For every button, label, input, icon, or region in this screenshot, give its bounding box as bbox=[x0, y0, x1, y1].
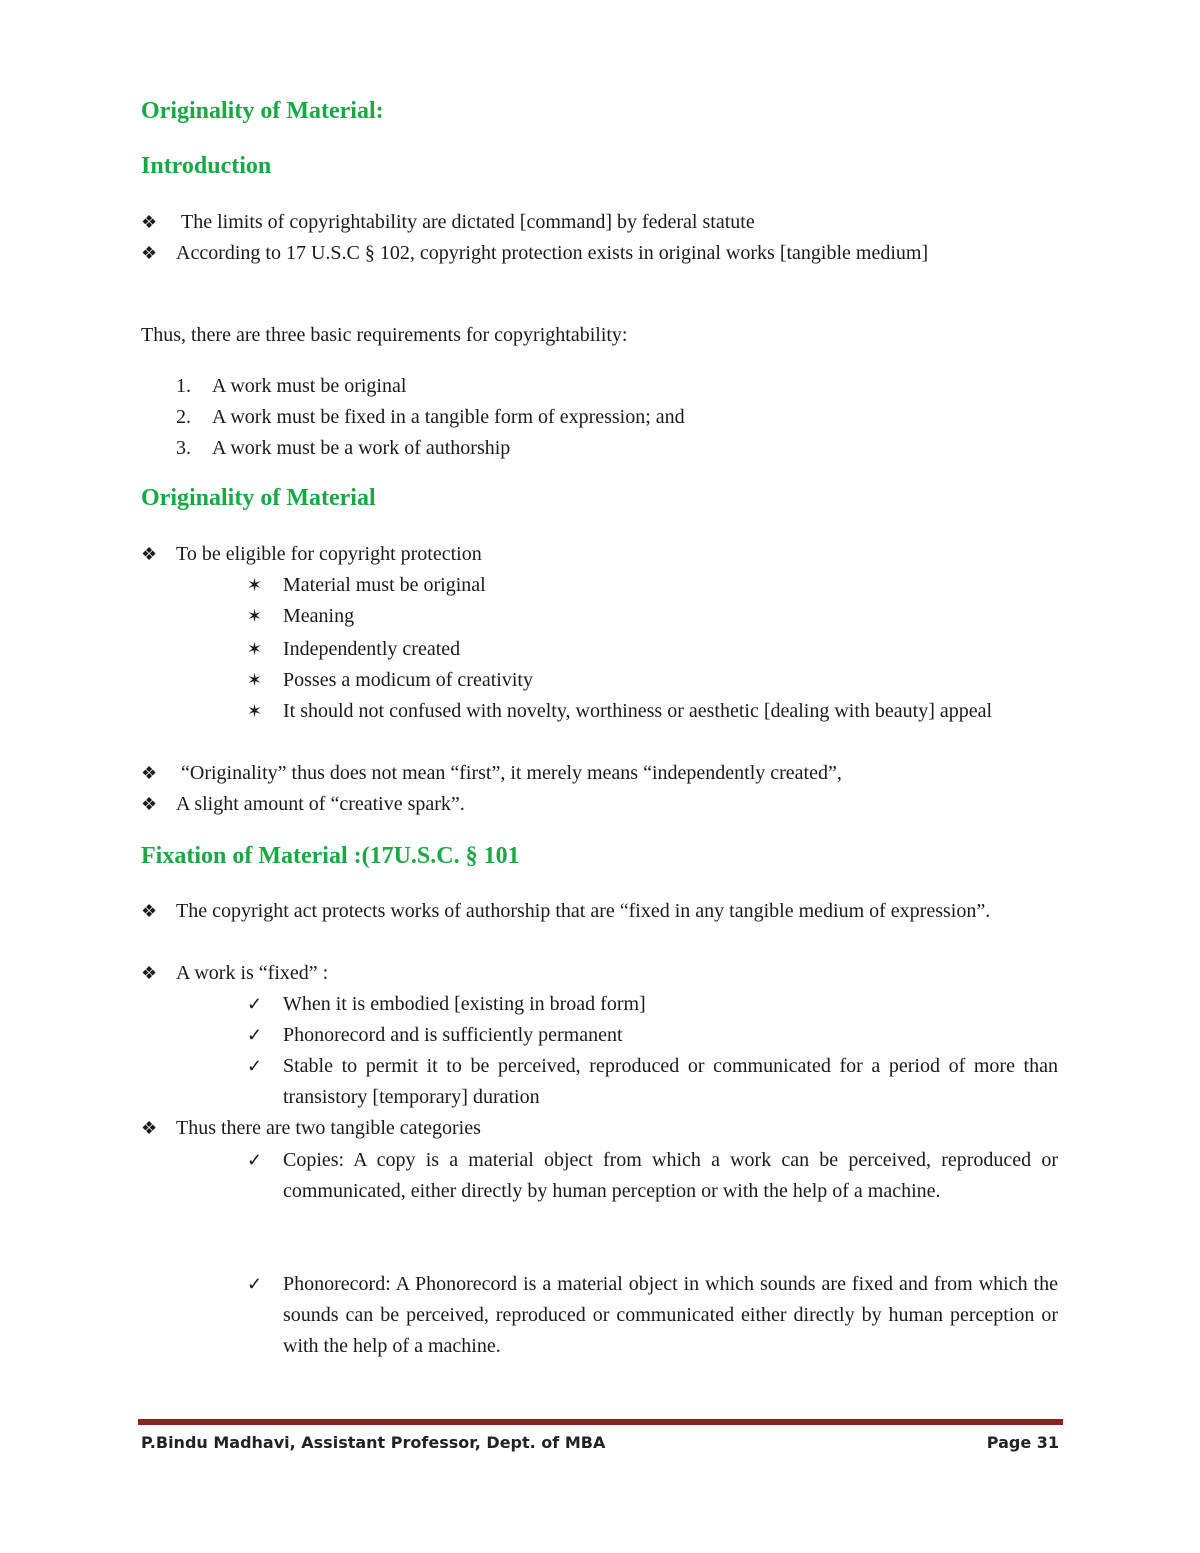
fixation-item-1: The copyright act protects works of authorship that are “fixed in any tangible medium of expression”. bbox=[176, 900, 991, 922]
diamond-bullet-icon: ❖ bbox=[141, 963, 158, 983]
originality-item-2: “Originality” thus does not mean “first”, it merely means “independently created”, bbox=[181, 762, 842, 784]
requirements-lead: Thus, there are three basic requirements for copyrightability: bbox=[141, 324, 628, 346]
footer-page-number: Page 31 bbox=[986, 1433, 1059, 1452]
requirement-text: A work must be a work of authorship bbox=[212, 437, 511, 459]
diamond-bullet-icon: ❖ bbox=[141, 794, 158, 814]
diamond-bullet-icon: ❖ bbox=[141, 243, 158, 263]
fixed-check-item: Phonorecord and is sufficiently permanent bbox=[283, 1024, 623, 1046]
originality-subitem: Material must be original bbox=[283, 574, 486, 596]
checkmark-bullet-icon: ✓ bbox=[247, 994, 263, 1014]
star-bullet-icon: ✶ bbox=[247, 670, 263, 690]
originality-subitem: Independently created bbox=[283, 638, 461, 660]
star-bullet-icon: ✶ bbox=[247, 575, 263, 595]
intro-item-2: According to 17 U.S.C § 102, copyright protection exists in original works [tangible medium] bbox=[176, 242, 929, 264]
heading-originality-of-material: Originality of Material bbox=[141, 485, 376, 511]
originality-subitem: Posses a modicum of creativity bbox=[283, 669, 533, 691]
checkmark-bullet-icon: ✓ bbox=[247, 1150, 263, 1170]
footer-author: P.Bindu Madhavi, Assistant Professor, Dept. of MBA bbox=[141, 1433, 606, 1452]
category-copies: Copies: A copy is a material object from which a work can be perceived, reproduced or communicated, either directly by human perception or with the help of a machine. bbox=[283, 1149, 1058, 1202]
star-bullet-icon: ✶ bbox=[247, 639, 263, 659]
originality-item-1: To be eligible for copyright protection bbox=[176, 543, 482, 565]
originality-subitem: Meaning bbox=[283, 605, 355, 627]
diamond-bullet-icon: ❖ bbox=[141, 901, 158, 921]
heading-introduction: Introduction bbox=[141, 153, 272, 179]
fixed-check-item: When it is embodied [existing in broad form] bbox=[283, 993, 646, 1015]
requirement-number: 1. bbox=[176, 375, 191, 397]
requirement-text: A work must be original bbox=[212, 375, 407, 397]
category-phonorecord: Phonorecord: A Phonorecord is a material object in which sounds are fixed and from which the sounds can be perceived, reproduced or communicated either directly by human perception or with the help of a machine. bbox=[283, 1273, 1058, 1357]
heading-originality-of-material-colon: Originality of Material: bbox=[141, 98, 384, 124]
diamond-bullet-icon: ❖ bbox=[141, 212, 158, 232]
star-bullet-icon: ✶ bbox=[247, 606, 263, 626]
checkmark-bullet-icon: ✓ bbox=[247, 1056, 263, 1076]
checkmark-bullet-icon: ✓ bbox=[247, 1025, 263, 1045]
star-bullet-icon: ✶ bbox=[247, 701, 263, 721]
diamond-bullet-icon: ❖ bbox=[141, 544, 158, 564]
fixation-item-3: Thus there are two tangible categories bbox=[176, 1117, 481, 1139]
originality-subitem: It should not confused with novelty, worthiness or aesthetic [dealing with beauty] appeal bbox=[283, 700, 993, 722]
checkmark-bullet-icon: ✓ bbox=[247, 1274, 263, 1294]
heading-fixation-of-material: Fixation of Material :(17U.S.C. § 101 bbox=[141, 843, 520, 869]
requirement-text: A work must be fixed in a tangible form of expression; and bbox=[212, 406, 685, 428]
requirement-number: 2. bbox=[176, 406, 191, 428]
intro-item-1: The limits of copyrightability are dictated [command] by federal statute bbox=[181, 211, 755, 233]
diamond-bullet-icon: ❖ bbox=[141, 1118, 158, 1138]
diamond-bullet-icon: ❖ bbox=[141, 763, 158, 783]
fixed-check-item: Stable to permit it to be perceived, reproduced or communicated for a period of more than transistory [temporary] duration bbox=[283, 1055, 1058, 1108]
requirement-number: 3. bbox=[176, 437, 191, 459]
fixation-item-2: A work is “fixed” : bbox=[176, 962, 329, 984]
footer-divider bbox=[138, 1419, 1063, 1425]
originality-item-3: A slight amount of “creative spark”. bbox=[176, 793, 465, 815]
